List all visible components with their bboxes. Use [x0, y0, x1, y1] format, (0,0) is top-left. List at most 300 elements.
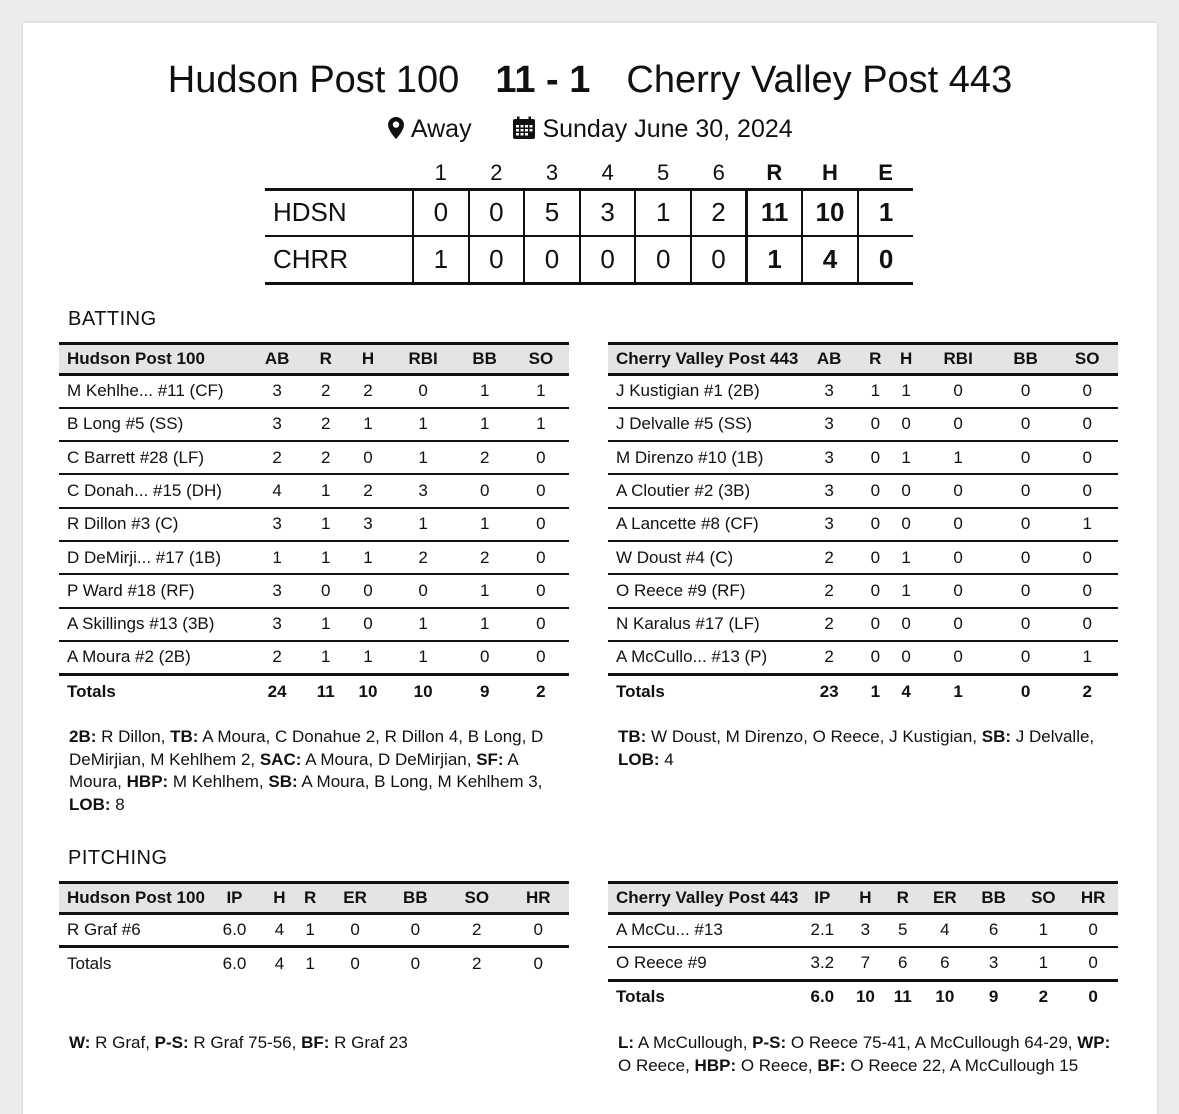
note-text: 4: [659, 749, 674, 769]
stat-value: 0: [921, 541, 994, 574]
batting-notes-hudson: [69, 726, 574, 816]
stat-header: ER: [933, 888, 957, 907]
stat-value: 1: [513, 408, 569, 441]
total-value: 2: [1038, 987, 1049, 1007]
player-name: A Skillings #13 (3B): [59, 608, 249, 641]
stat-header: H: [899, 349, 913, 368]
stat-value: 1: [295, 914, 326, 947]
stat-header: RBI: [408, 349, 438, 368]
pitching-section-title: PITCHING: [68, 847, 168, 869]
stat-header: BB: [1013, 349, 1038, 368]
stat-header: RBI: [943, 349, 973, 368]
note-label: TB:: [618, 727, 647, 746]
totals-row: [608, 980, 1118, 1013]
stat-value: 1: [921, 441, 994, 474]
note-label: 2B:: [69, 727, 97, 746]
stat-value: 1: [891, 375, 922, 408]
stat-value: 0: [305, 574, 346, 607]
total-value: 6.0: [810, 987, 835, 1007]
errors-header: E: [878, 160, 893, 186]
stat-value: 0: [1056, 608, 1118, 641]
stat-value: 2: [446, 914, 507, 947]
game-date: Sunday June 30, 2024: [542, 115, 793, 143]
inning-score: 0: [524, 236, 580, 283]
inning-score: 0: [635, 236, 691, 283]
stat-value: 1: [249, 541, 305, 574]
note-text: W Doust, M Direnzo, O Reece, J Kustigian,: [646, 727, 982, 746]
stat-value: 0: [1056, 408, 1118, 441]
player-row: [608, 641, 1118, 674]
stat-value: 1: [891, 541, 922, 574]
note-text: R Graf,: [90, 1033, 155, 1052]
stat-header: SO: [528, 349, 554, 368]
stat-value: 2: [305, 408, 346, 441]
stat-header: BB: [981, 888, 1006, 907]
batting-table-cherry-valley: [608, 342, 1118, 707]
stat-value: 0: [513, 474, 569, 507]
totals-row: [59, 947, 569, 980]
totals-label: Totals: [616, 681, 665, 701]
inning-header: 5: [657, 160, 670, 186]
player-name: P Ward #18 (RF): [59, 574, 249, 607]
stat-value: 1: [1056, 641, 1118, 674]
team-abbrev: HDSN: [273, 197, 347, 228]
stat-value: 6.0: [205, 914, 264, 947]
note-label: HBP:: [126, 772, 169, 791]
player-row: [59, 375, 569, 408]
player-row: [608, 574, 1118, 607]
stat-value: 0: [860, 641, 891, 674]
runs-total: 11: [747, 189, 803, 236]
stat-value: 1: [346, 641, 389, 674]
player-row: [608, 947, 1118, 980]
note-label: LOB:: [618, 749, 660, 769]
stat-value: 0: [891, 508, 922, 541]
total-value: 0: [410, 954, 421, 974]
total-value: 10: [935, 987, 955, 1007]
stat-value: 2: [798, 608, 860, 641]
player-row: [608, 408, 1118, 441]
stat-value: 1: [305, 608, 346, 641]
stat-value: 2: [346, 474, 389, 507]
stat-value: 2: [798, 641, 860, 674]
note-label: LOB:: [69, 794, 111, 814]
total-value: 1: [305, 954, 315, 974]
stat-value: 0: [390, 375, 457, 408]
stat-value: 0: [860, 608, 891, 641]
note-text: A Moura, D DeMirjian,: [301, 749, 477, 769]
inning-score: 0: [469, 236, 525, 283]
player-row: [59, 508, 569, 541]
stat-value: 0: [891, 641, 922, 674]
stat-header: SO: [464, 888, 490, 907]
player-row: [59, 608, 569, 641]
stat-value: 2.1: [798, 914, 846, 947]
hits-total: 4: [802, 236, 858, 283]
stat-value: 3: [346, 508, 389, 541]
note-label: SAC:: [259, 749, 302, 769]
stat-value: 1: [305, 641, 346, 674]
stat-value: 6: [969, 914, 1019, 947]
inning-score: 0: [580, 236, 636, 283]
stat-value: 0: [513, 508, 569, 541]
stat-value: 1: [346, 541, 389, 574]
stat-header: SO: [1031, 888, 1056, 907]
totals-label: Totals: [616, 987, 665, 1007]
stat-value: 2: [457, 541, 513, 574]
stat-header: AB: [816, 349, 842, 368]
stat-value: 0: [921, 508, 994, 541]
stat-value: 0: [1056, 474, 1118, 507]
stat-value: 1: [1056, 508, 1118, 541]
inning-score: 1: [413, 236, 469, 283]
stat-value: 0: [457, 474, 513, 507]
runs-header: R: [766, 160, 783, 186]
player-name: A Lancette #8 (CF): [608, 508, 798, 541]
stat-value: 3: [798, 508, 860, 541]
stat-value: 0: [346, 608, 389, 641]
player-row: [608, 608, 1118, 641]
note-text: O Reece,: [736, 1055, 818, 1075]
stat-value: 0: [860, 408, 891, 441]
total-value: 10: [855, 987, 875, 1007]
player-name: B Long #5 (SS): [59, 408, 249, 441]
player-name: O Reece #9 (RF): [608, 574, 798, 607]
inning-score: 3: [580, 189, 636, 236]
total-value: 2: [472, 954, 482, 974]
stat-value: 1: [860, 375, 891, 408]
total-value: 0: [1088, 987, 1098, 1007]
stat-header: BB: [472, 349, 497, 368]
stat-header: R: [319, 349, 332, 368]
player-row: [608, 474, 1118, 507]
line-score-row: [265, 236, 913, 283]
errors-total: 0: [858, 236, 914, 283]
stat-value: 3: [249, 574, 305, 607]
team-header: Cherry Valley Post 443: [616, 888, 799, 907]
total-value: 10: [358, 681, 378, 701]
total-value: 23: [819, 681, 839, 701]
inning-score: 1: [635, 189, 691, 236]
total-value: 9: [479, 681, 490, 701]
total-value: 11: [316, 681, 335, 701]
note-label: TB:: [170, 727, 199, 746]
player-row: [59, 641, 569, 674]
stat-value: 7: [846, 947, 884, 980]
stat-header: HR: [525, 888, 551, 907]
batting-notes-cherry-valley: [618, 726, 1108, 771]
stat-value: 0: [326, 914, 385, 947]
inning-score: 0: [469, 189, 525, 236]
stat-header: R: [896, 888, 909, 907]
inning-header: 1: [434, 160, 447, 186]
map-pin-icon: [387, 116, 405, 140]
stat-value: 0: [1056, 541, 1118, 574]
stat-value: 0: [513, 574, 569, 607]
stat-value: 1: [305, 508, 346, 541]
stat-value: 4: [264, 914, 295, 947]
total-value: 0: [1020, 681, 1031, 701]
player-name: O Reece #9: [608, 947, 798, 980]
stat-value: 0: [513, 608, 569, 641]
total-value: 2: [1082, 681, 1092, 701]
total-value: 0: [350, 954, 360, 974]
note-label: BF:: [301, 1033, 330, 1052]
note-text: A Moura, C Donahue 2, R Dillon 4, B Long, D DeMirjian, M Kehlhem 2,: [69, 727, 544, 769]
stat-value: 0: [385, 914, 446, 947]
player-name: M Direnzo #10 (1B): [608, 441, 798, 474]
note-text: O Reece 22, A McCullough 15: [845, 1055, 1079, 1075]
player-name: R Graf #6: [59, 914, 205, 947]
line-score: [265, 159, 913, 285]
stat-value: 1: [457, 574, 513, 607]
pitching-notes-hudson: [69, 1032, 574, 1055]
stat-value: 0: [995, 408, 1057, 441]
stat-value: 6: [885, 947, 921, 980]
pitching-table-hudson: [59, 881, 569, 980]
note-label: SB:: [981, 727, 1012, 746]
stat-value: 3: [390, 474, 457, 507]
stat-value: 1: [390, 508, 457, 541]
note-text: R Graf 23: [329, 1033, 408, 1052]
stat-header: BB: [403, 888, 428, 907]
player-row: [608, 375, 1118, 408]
stat-value: 5: [885, 914, 921, 947]
player-row: [608, 441, 1118, 474]
totals-row: [608, 674, 1118, 707]
stat-header: HR: [1080, 888, 1106, 907]
team-abbrev: CHRR: [273, 243, 349, 274]
stat-header: AB: [264, 349, 290, 368]
stat-value: 0: [860, 541, 891, 574]
stat-value: 3: [249, 508, 305, 541]
stat-value: 0: [860, 574, 891, 607]
batting-section-title: BATTING: [68, 308, 157, 330]
stat-header: IP: [226, 888, 243, 907]
errors-total: 1: [858, 189, 914, 236]
stat-header: R: [304, 888, 317, 907]
stat-value: 0: [995, 608, 1057, 641]
inning-header: 6: [712, 160, 725, 186]
stat-value: 0: [513, 441, 569, 474]
stat-header: IP: [814, 888, 831, 907]
player-name: W Doust #4 (C): [608, 541, 798, 574]
stat-value: 0: [995, 574, 1057, 607]
note-label: W:: [69, 1033, 91, 1052]
player-row: [608, 541, 1118, 574]
stat-value: 1: [346, 408, 389, 441]
stat-value: 0: [860, 441, 891, 474]
inning-header: 3: [545, 160, 559, 186]
stat-value: 1: [305, 474, 346, 507]
totals-row: [59, 674, 569, 707]
total-value: 9: [988, 987, 999, 1007]
player-row: [59, 474, 569, 507]
stat-value: 0: [1056, 441, 1118, 474]
stat-value: 2: [249, 441, 305, 474]
player-name: A Cloutier #2 (3B): [608, 474, 798, 507]
stat-value: 1: [390, 408, 457, 441]
team-header: Hudson Post 100: [67, 888, 205, 907]
inning-header: 2: [490, 160, 503, 186]
home-team-name: Hudson Post 100: [167, 59, 460, 101]
stat-value: 3: [798, 474, 860, 507]
note-label: WP:: [1077, 1033, 1111, 1052]
final-score: 11 - 1: [495, 59, 591, 101]
stat-value: 0: [921, 641, 994, 674]
stat-value: 3: [798, 441, 860, 474]
stat-value: 2: [305, 441, 346, 474]
note-text: A Moura, B Long, M Kehlhem 3,: [297, 772, 543, 791]
stat-value: 4: [921, 914, 969, 947]
stat-header: ER: [343, 888, 367, 907]
total-value: 4: [901, 681, 911, 701]
note-text: R Graf 75-56,: [188, 1033, 302, 1052]
stat-value: 0: [1056, 375, 1118, 408]
game-info: [23, 115, 1157, 144]
stat-value: 0: [921, 408, 994, 441]
hits-total: 10: [802, 189, 858, 236]
stat-value: 3: [249, 408, 305, 441]
stat-header: H: [859, 888, 872, 907]
player-name: A McCullo... #13 (P): [608, 641, 798, 674]
stat-value: 2: [346, 375, 389, 408]
stat-value: 2: [457, 441, 513, 474]
stat-value: 0: [891, 408, 922, 441]
total-value: 4: [274, 954, 285, 974]
inning-score: 5: [524, 189, 580, 236]
note-text: R Dillon,: [96, 727, 171, 746]
player-row: [59, 441, 569, 474]
inning-header: 4: [601, 160, 614, 186]
player-row: [59, 541, 569, 574]
total-value: 6.0: [222, 954, 247, 974]
stat-value: 2: [390, 541, 457, 574]
stat-value: 0: [513, 541, 569, 574]
game-location: Away: [410, 115, 472, 143]
player-name: N Karalus #17 (LF): [608, 608, 798, 641]
stat-value: 1: [390, 608, 457, 641]
stat-value: 2: [249, 641, 305, 674]
stat-value: 3: [249, 608, 305, 641]
stat-value: 0: [995, 375, 1057, 408]
stat-value: 0: [921, 474, 994, 507]
player-name: R Dillon #3 (C): [59, 508, 249, 541]
stat-value: 2: [305, 375, 346, 408]
player-name: J Kustigian #1 (2B): [608, 375, 798, 408]
stat-value: 6: [921, 947, 969, 980]
stat-value: 0: [390, 574, 457, 607]
stat-value: 1: [390, 441, 457, 474]
stat-value: 0: [346, 441, 389, 474]
stat-value: 2: [798, 574, 860, 607]
note-text: A Moura,: [69, 749, 518, 791]
stat-value: 1: [1019, 947, 1069, 980]
note-text: 8: [110, 794, 125, 814]
stat-value: 1: [457, 608, 513, 641]
stat-value: 0: [995, 508, 1057, 541]
player-row: [59, 408, 569, 441]
totals-label: Totals: [67, 681, 116, 701]
stat-value: 0: [860, 508, 891, 541]
note-label: SB:: [268, 772, 298, 791]
player-name: C Donah... #15 (DH): [59, 474, 249, 507]
stat-value: 0: [921, 375, 994, 408]
total-value: 2: [536, 681, 546, 701]
stat-value: 0: [995, 641, 1057, 674]
player-name: A McCu... #13: [608, 914, 798, 947]
stat-value: 2: [798, 541, 860, 574]
pitching-notes-cherry-valley: [618, 1032, 1128, 1077]
line-score-row: [265, 189, 913, 236]
stat-value: 0: [457, 641, 513, 674]
total-value: 1: [870, 681, 881, 701]
away-team-name: Cherry Valley Post 443: [626, 59, 1013, 101]
note-text: A McCullough,: [634, 1033, 753, 1052]
stat-value: 1: [457, 508, 513, 541]
total-value: 10: [413, 681, 433, 701]
stat-value: 4: [249, 474, 305, 507]
player-row: [608, 914, 1118, 947]
note-label: P-S:: [752, 1033, 787, 1052]
stat-value: 1: [1019, 914, 1069, 947]
stat-value: 0: [860, 474, 891, 507]
stat-header: H: [273, 888, 286, 907]
player-row: [59, 914, 569, 947]
pitching-table-cherry-valley: [608, 881, 1118, 1013]
stat-value: 0: [995, 474, 1057, 507]
total-value: 1: [953, 681, 963, 701]
note-label: HBP:: [694, 1055, 737, 1075]
totals-label: Totals: [67, 954, 112, 974]
total-value: 0: [533, 954, 543, 974]
game-headline: [23, 59, 1157, 102]
stat-value: 1: [305, 541, 346, 574]
inning-score: 2: [691, 189, 747, 236]
stat-value: 3: [249, 375, 305, 408]
note-label: L:: [618, 1033, 635, 1052]
player-name: M Kehlhe... #11 (CF): [59, 375, 249, 408]
team-header: Hudson Post 100: [67, 349, 205, 368]
stat-value: 3.2: [798, 947, 846, 980]
stat-value: 3: [969, 947, 1019, 980]
stat-value: 1: [457, 408, 513, 441]
stat-value: 0: [995, 541, 1057, 574]
hits-header: H: [822, 160, 838, 186]
stat-value: 3: [798, 375, 860, 408]
note-text: J Delvalle,: [1011, 727, 1095, 746]
stat-value: 0: [891, 608, 922, 641]
note-label: SF:: [476, 749, 504, 769]
batting-table-hudson: [59, 342, 569, 707]
total-value: 11: [893, 987, 912, 1007]
stat-value: 1: [390, 641, 457, 674]
note-label: P-S:: [154, 1033, 189, 1052]
inning-score: 0: [691, 236, 747, 283]
stat-value: 0: [921, 574, 994, 607]
player-name: C Barrett #28 (LF): [59, 441, 249, 474]
stat-header: SO: [1074, 349, 1100, 368]
player-row: [59, 574, 569, 607]
stat-value: 1: [457, 375, 513, 408]
stat-value: 0: [995, 441, 1057, 474]
runs-total: 1: [747, 236, 803, 283]
stat-header: R: [869, 349, 882, 368]
calendar-icon: [512, 116, 536, 140]
stat-value: 0: [1068, 947, 1118, 980]
stat-value: 1: [891, 574, 922, 607]
player-row: [608, 508, 1118, 541]
